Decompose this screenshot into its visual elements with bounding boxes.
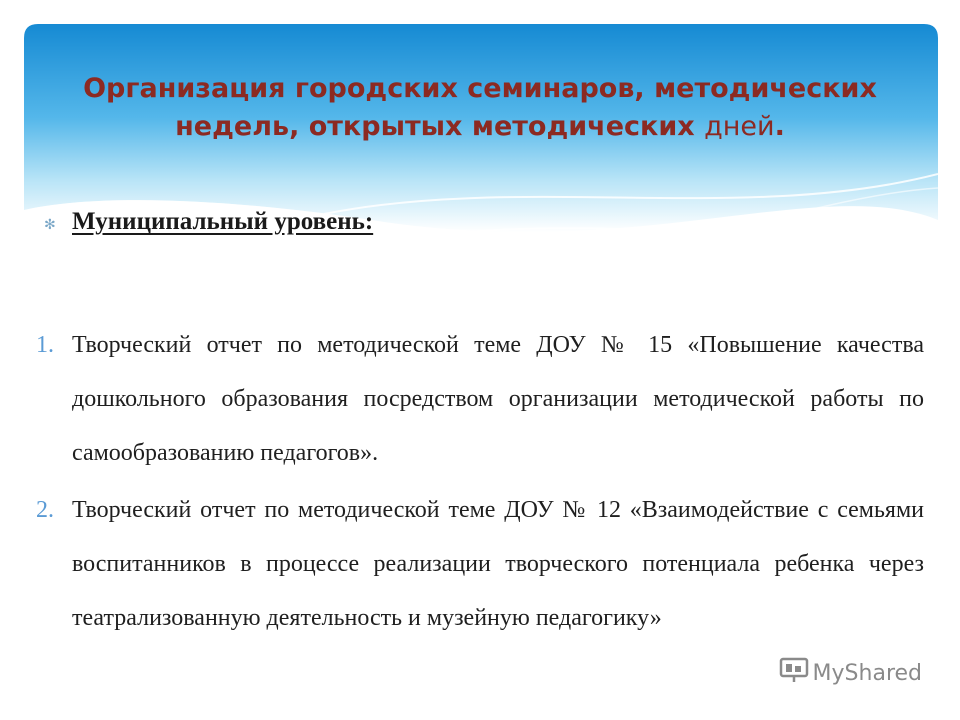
list-item-text: Творческий отчет по методической теме ДОУ № 12 «Взаимодействие с семьями воспитанников в процессе реализации творческого потенциала ребенка через театрализованную деятельность и музейную педагогику» xyxy=(72,497,924,631)
numbered-list xyxy=(36,318,924,648)
watermark xyxy=(779,657,922,689)
list-item xyxy=(36,483,924,645)
level-heading: Муниципальный уровень: xyxy=(72,208,374,235)
header-band xyxy=(24,24,938,274)
list-item-text: Творческий отчет по методической теме ДОУ № 15 «Повышение качества дошкольного образования посредством организации методической работы по самообразованию педагогов». xyxy=(72,332,924,466)
asterisk-bullet-icon: ✻ xyxy=(44,217,56,233)
list-item-number: 2. xyxy=(36,497,54,523)
list-item-number: 1. xyxy=(36,332,54,358)
slide-title xyxy=(40,70,920,146)
title-end-text: . xyxy=(774,111,785,142)
wave-background xyxy=(24,24,938,274)
title-tail-text: дней xyxy=(704,111,775,142)
list-item xyxy=(36,318,924,480)
presentation-screen-icon xyxy=(779,657,809,689)
watermark-text: MyShared xyxy=(812,660,922,686)
level-heading-row xyxy=(44,208,373,236)
title-bold-text: Организация городских семинаров, методических недель, открытых методических xyxy=(83,73,877,142)
